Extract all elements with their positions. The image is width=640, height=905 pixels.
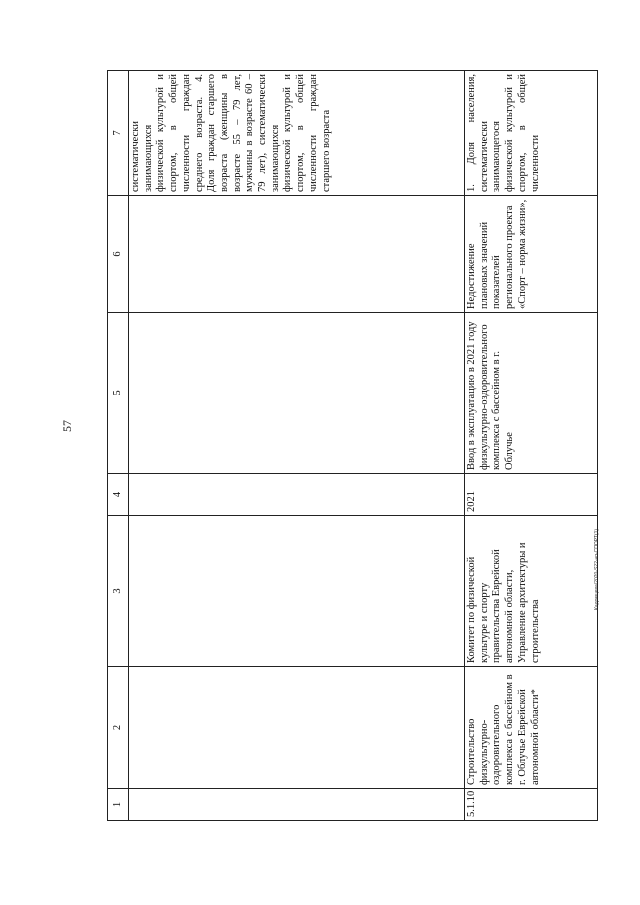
page-number: 57 <box>60 420 74 432</box>
header-col-3: 3 <box>108 516 129 667</box>
row-number: 5.1.10 <box>465 789 598 821</box>
cell-empty <box>129 196 465 313</box>
indicator-cell: систематически занимающихся физической культурой и спортом, в общей численности граждан среднего возраста. 4. Доля граждан старшего возраста (женщины в возрасте 55 – 79 лет, мужчины в возрасте 60 – 79 лет), систематически занимающихся физической культурой и спортом, в общей численности граждан старшего возраста <box>129 71 465 196</box>
header-col-5: 5 <box>108 313 129 474</box>
header-col-1: 1 <box>108 789 129 821</box>
cell-empty <box>129 667 465 789</box>
header-col-4: 4 <box>108 474 129 516</box>
program-table <box>107 70 598 821</box>
cell-empty <box>129 313 465 474</box>
indicator-cell: 1. Доля населения, систематически занимающегося физической культурой и спортом, в общей численности <box>465 71 598 196</box>
table-row <box>129 71 465 821</box>
expected-result: Ввод в эксплуатацию в 2021 году физкультурно-оздоровительного комплекса с бассейном в г. Облучье <box>465 313 598 474</box>
cell-empty <box>129 516 465 667</box>
cell-empty <box>129 789 465 821</box>
footer-code: Кадомцева/2020-S22-нп-СПОРТ(1) <box>594 528 600 610</box>
rotated-table-wrapper <box>107 71 592 821</box>
header-col-2: 2 <box>108 667 129 789</box>
cell-empty <box>129 474 465 516</box>
header-col-7: 7 <box>108 71 129 196</box>
year: 2021 <box>465 474 598 516</box>
header-row <box>108 71 129 821</box>
consequence: Недостижение плановых значений показателей регионального проекта «Спорт – норма жизни», <box>465 196 598 313</box>
header-col-6: 6 <box>108 196 129 313</box>
table-row <box>465 71 598 821</box>
executor: Комитет по физической культуре и спорту правительства Еврейской автономной области, Управление архитектуры и строительства <box>465 516 598 667</box>
activity-name: Строительство физкультурно-оздоровительного комплекса с бассейном в г. Облучье Еврейской автономной области* <box>465 667 598 789</box>
